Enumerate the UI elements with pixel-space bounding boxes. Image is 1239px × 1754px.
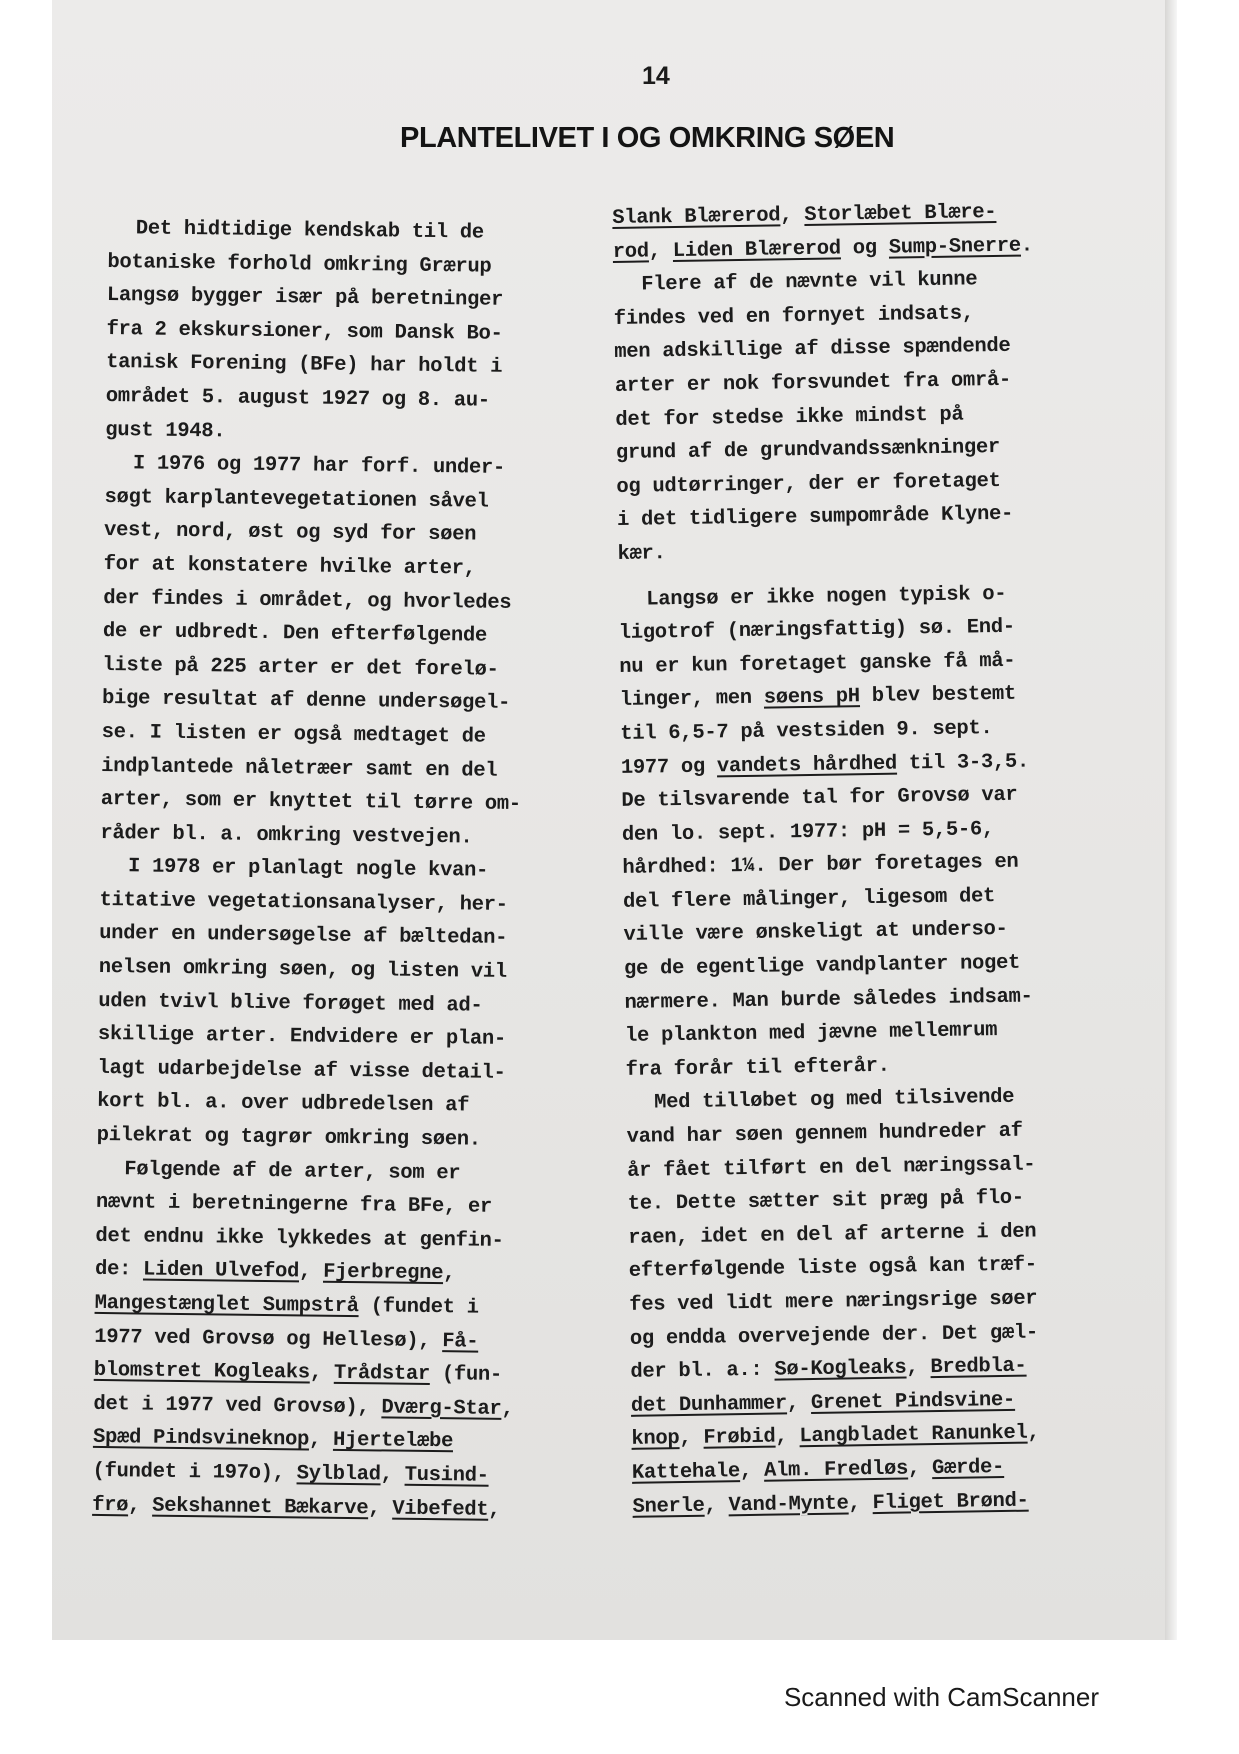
species-name: Liden Ulvefod (142, 1258, 300, 1284)
species-name: Sylblad (296, 1462, 381, 1487)
scanned-page (52, 0, 1177, 1640)
text-segment: , (907, 1457, 933, 1481)
species-name: Slank Blærerod (612, 204, 781, 230)
text-segment: bige resultat af denne undersøgel- (101, 687, 511, 716)
species-name: det Dunhammer (630, 1392, 788, 1418)
text-line (108, 212, 608, 252)
text-segment: , (308, 1428, 334, 1453)
text-segment: nelsen omkring søen, og listen vil (98, 956, 507, 984)
text-segment: området 5. august 1927 og 8. au- (105, 384, 490, 413)
species-name: Fliget Brønd- (872, 1489, 1029, 1515)
text-segment: og (840, 236, 890, 261)
text-line (632, 1482, 1142, 1524)
text-segment: ge de egentlige vandplanter noget (623, 951, 1021, 981)
text-segment: I 1976 og 1977 har forf. under- (132, 452, 506, 481)
text-segment: det endnu ikke lykkedes at genfin- (95, 1224, 504, 1253)
text-segment: der findes i området, og hvorledes (103, 586, 512, 615)
species-name: Snerle (632, 1494, 705, 1519)
text-segment: for at konstatere hvilke arter, (103, 552, 476, 581)
text-segment: Følgende af de arter, som er (124, 1157, 461, 1186)
text-segment: arter, som er knyttet til tørre om- (100, 788, 522, 817)
species-name: Tusind- (404, 1463, 489, 1488)
text-segment: hårdhed: 1¼. Der bør foretages en (622, 850, 1019, 881)
text-segment: , (309, 1361, 335, 1386)
scanner-watermark: Scanned with CamScanner (783, 1682, 1099, 1712)
text-segment: liste på 225 arter er det forelø- (102, 653, 499, 682)
species-name: knop (631, 1427, 680, 1452)
species-name: blomstret Kogleaks (93, 1359, 311, 1385)
text-line (101, 716, 601, 756)
text-segment: indplantede nåletræer samt en del (101, 754, 498, 783)
text-segment: der bl. a.: (630, 1358, 775, 1385)
text-segment: , (443, 1262, 456, 1286)
text-segment: i det tidligere sumpområde Klyne- (616, 503, 1014, 533)
text-segment: titative vegetationsanalyser, her- (99, 888, 508, 917)
species-name: Gærde- (931, 1455, 1005, 1481)
species-name: Vibefedt (392, 1497, 489, 1522)
text-line (97, 1119, 597, 1159)
text-segment: ville være ønskeligt at underso- (623, 918, 1008, 948)
text-segment: se. I listen er også medtaget de (101, 720, 486, 749)
text-segment: , (679, 1427, 704, 1451)
text-segment: 1977 og (620, 754, 718, 780)
text-line (92, 1455, 592, 1495)
text-segment: råder bl. a. omkring vestvejen. (100, 821, 473, 850)
text-segment: 1977 ved Grovsø og Hellesø), (94, 1325, 443, 1353)
text-segment: , (648, 239, 673, 264)
text-segment: de: (94, 1258, 144, 1282)
species-name: Sø-Kogleaks (774, 1356, 907, 1382)
species-name: Trådstar (333, 1362, 431, 1387)
species-name: Sump-Snerre (888, 234, 1022, 260)
text-segment: år fået tilført en del næringssal- (627, 1153, 1036, 1183)
text-line (99, 951, 599, 991)
page-edge (1165, 0, 1177, 1640)
species-name: søens pH (763, 685, 861, 710)
species-name: Dværg-Star (381, 1396, 502, 1421)
text-segment: le plankton med jævne mellemrum (624, 1019, 998, 1049)
text-segment: vand har søen gennem hundreder af (626, 1119, 1023, 1149)
species-name: frø (92, 1493, 129, 1517)
text-segment: (fundet i (358, 1295, 479, 1320)
text-segment: kær. (617, 542, 666, 566)
text-segment: , (775, 1425, 800, 1449)
text-segment: De tilsvarende tal for Grovsø var (621, 783, 1018, 814)
species-name: Grenet Pindsvine- (810, 1388, 1016, 1415)
text-line (101, 783, 601, 823)
text-segment: fra 2 ekskursioner, som Dansk Bo- (106, 317, 503, 346)
text-segment: linger, men (619, 686, 765, 713)
text-line (103, 548, 603, 588)
text-segment: nærmere. Man burde således indsam- (624, 985, 1033, 1015)
text-segment: te. Dette sætter sit præg på flo- (627, 1186, 1024, 1217)
text-segment: arter er nok forsvundet fra områ- (614, 368, 1012, 398)
text-segment: Flere af de nævnte vil kunne (641, 268, 978, 297)
text-segment: , (739, 1459, 765, 1484)
text-segment: tanisk Forening (BFe) har holdt i (106, 351, 503, 380)
species-name: Bredbla- (930, 1354, 1027, 1380)
text-segment: , (501, 1397, 514, 1421)
text-segment: de er udbredt. Den efterfølgende (102, 620, 488, 648)
text-segment: , (128, 1493, 153, 1518)
species-name: Få- (442, 1329, 479, 1354)
text-segment: vest, nord, øst og syd for søen (103, 519, 477, 547)
text-segment: Med tilløbet og med tilsivende (653, 1086, 1015, 1115)
text-segment: kort bl. a. over udbredelsen af (96, 1090, 470, 1118)
text-segment: det for stedse ikke mindst på (615, 403, 964, 432)
text-line (106, 380, 606, 420)
text-line (94, 1287, 594, 1327)
text-segment: pilekrat og tagrør omkring søen. (96, 1123, 481, 1152)
text-segment: Langsø er ikke nogen typisk o- (646, 582, 1007, 612)
text-segment: , (488, 1498, 501, 1522)
text-segment: den lo. sept. 1977: pH = 5,5-6, (621, 817, 995, 847)
text-line (105, 447, 605, 487)
text-segment: efterfølgende liste også kan træf- (628, 1253, 1038, 1284)
text-segment: . (1020, 233, 1034, 258)
text-segment: uden tvivl blive forøget med ad- (98, 989, 483, 1018)
text-segment: men adskillige af disse spændende (614, 335, 1011, 365)
text-segment: skillige arter. Endvidere er plan- (97, 1023, 507, 1052)
text-segment: (fundet i 197o), (92, 1459, 297, 1486)
species-name: Vand-Mynte (728, 1492, 849, 1517)
species-name: Fjerbregne (322, 1261, 444, 1286)
species-name: Liden Blærerod (672, 237, 842, 263)
text-segment: findes ved en fornyet indsats, (613, 302, 975, 331)
text-segment: nævnt i beretningerne fra BFe, er (95, 1191, 493, 1219)
text-segment: fra forår til efterår. (625, 1054, 890, 1082)
text-segment: (fun- (429, 1363, 503, 1388)
text-segment: det i 1977 ved Grovsø), (93, 1392, 382, 1420)
page-number: 14 (642, 62, 670, 90)
text-segment: , (298, 1260, 324, 1285)
text-segment: under en undersøgelse af bæltedan- (99, 922, 508, 951)
text-segment: Det hidtidige kendskab til de (135, 217, 484, 245)
species-name: Spæd Pindsvineknop (92, 1426, 310, 1452)
species-name: Hjertelæbe (332, 1429, 454, 1454)
species-name: Mangestænglet Sumpstrå (94, 1291, 359, 1319)
text-segment: til 3-3,5. (896, 750, 1030, 776)
page-title: PLANTELIVET I OG OMKRING SØEN (400, 122, 895, 154)
text-segment: lagt udarbejdelse af visse detail- (97, 1056, 506, 1085)
text-line (92, 1488, 592, 1528)
text-line (103, 615, 603, 655)
text-segment: og udtørringer, der er foretaget (616, 469, 1001, 499)
text-segment: fes ved lidt mere næringsrige søer (629, 1287, 1038, 1317)
text-segment: søgt karplantevegetationen såvel (104, 485, 489, 514)
text-segment: , (368, 1496, 393, 1521)
left-text-column (92, 212, 608, 1528)
right-text-column (612, 194, 1143, 1524)
text-segment: , (380, 1463, 405, 1487)
text-segment: , (906, 1356, 931, 1380)
species-name: Langbladet Ranunkel (799, 1422, 1028, 1449)
text-segment: , (848, 1491, 873, 1516)
text-segment: Langsø bygger især på beretninger (106, 284, 504, 313)
species-name: vandets hårdhed (716, 752, 898, 778)
species-name: rod (612, 240, 649, 264)
species-name: Alm. Fredløs (763, 1457, 909, 1483)
text-segment: og endda overvejende der. Det gæl- (629, 1321, 1039, 1351)
text-segment: blev bestemt (859, 683, 1017, 709)
text-segment: del flere målinger, ligesom det (622, 884, 996, 914)
species-name: Sekshannet Bækarve (152, 1494, 369, 1520)
text-segment: gust 1948. (105, 418, 226, 444)
text-segment: til 6,5-7 på vestsiden 9. sept. (620, 716, 993, 746)
text-segment: botaniske forhold omkring Grærup (107, 250, 492, 279)
species-name: Storlæbet Blære- (804, 200, 997, 227)
text-segment: grund af de grundvandssænkninger (615, 436, 1001, 466)
species-name: Frøbid (703, 1425, 776, 1451)
text-segment: ligotrof (næringsfattig) sø. End- (618, 615, 1015, 646)
text-segment: , (786, 1391, 812, 1416)
text-segment: , (1027, 1421, 1040, 1445)
species-name: Kattehale (631, 1460, 741, 1485)
text-segment: nu er kun foretaget ganske få må- (619, 649, 1016, 679)
text-segment: , (704, 1493, 729, 1518)
text-segment: , (780, 203, 805, 228)
text-segment: raen, idet en del af arterne i den (628, 1220, 1037, 1250)
text-segment: I 1978 er planlagt nogle kvan- (127, 855, 489, 883)
